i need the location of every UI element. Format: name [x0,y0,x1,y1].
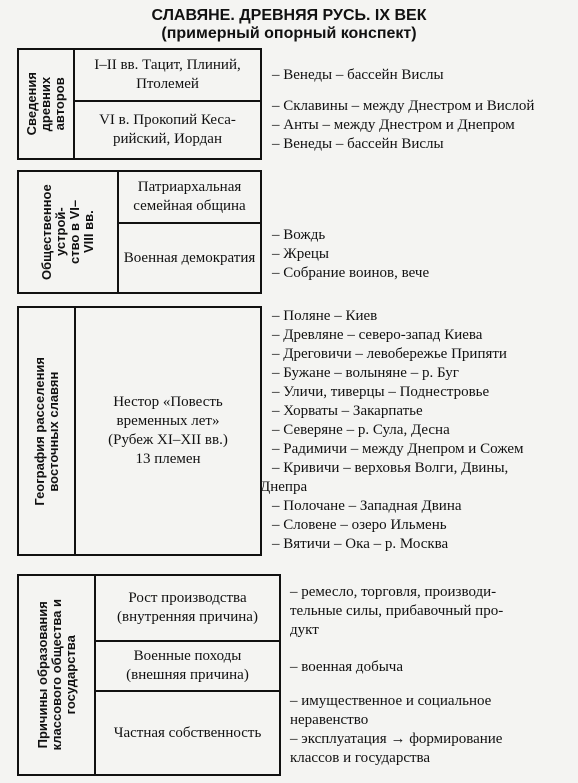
list-item: тельные силы, прибавочный про- [290,603,504,619]
list-item: – Хорваты – Закарпатье [272,403,423,419]
list-item: – Анты – между Днестром и Днепром [272,117,515,133]
list-item: – Венеды – бассейн Вислы [272,67,444,83]
list-item: – Склавины – между Днестром и Вислой [272,98,535,114]
causes-source-1: Рост производства (внутренняя причина) [117,590,258,625]
list-item: – Вятичи – Ока – р. Москва [272,536,449,552]
list-item: – Кривичи – верховья Волги, Двины, [272,460,509,476]
list-item: – Словене – озеро Ильмень [272,517,447,533]
society-source-1: Патриархальная семейная община [133,179,246,214]
list-item: классов и государства [290,750,431,766]
society-box [17,170,262,294]
list-item: – Поляне – Киев [272,308,378,324]
society-label-cell [19,172,119,292]
causes-label: Причины образования классового общества и государства [34,599,78,751]
list-item: Днепра [260,479,308,495]
list-item: – Жрецы [272,246,329,262]
causes-label-cell [19,576,96,774]
list-item: неравенство [290,712,369,728]
causes-box [17,574,281,776]
authors-box [17,48,262,160]
list-item: – Бужане – волыняне – р. Буг [272,365,459,381]
society-items [272,226,429,283]
list-item: – Радимичи – между Днепром и Сожем [272,441,524,457]
list-item: – Вождь [272,227,326,243]
authors-items-1 [272,66,444,85]
list-item: – эксплуатация → формирование [290,731,503,747]
causes-source-2: Военные походы (внешняя причина) [126,648,249,683]
authors-source-1: I–II вв. Тацит, Плиний, Птолемей [94,57,241,92]
authors-items-2 [272,97,534,154]
list-item: – Полочане – Западная Двина [272,498,462,514]
causes-items-3 [290,692,502,768]
society-label: Общественное устрой- ство в VI– VIII вв. [39,184,96,280]
list-item: – Дреговичи – левобережье Припяти [272,346,507,362]
list-item: – Уличи, тиверцы – Поднестровье [272,384,490,400]
list-item: – военная добыча [290,659,403,675]
list-item: – Северяне – р. Сула, Десна [272,422,450,438]
authors-label-cell [19,50,75,158]
list-item: – имущественное и социальное [290,693,492,709]
society-source-2: Военная демократия [123,249,256,266]
causes-items-1 [290,583,503,640]
geography-label-cell [19,308,76,554]
list-item: – Собрание воинов, вече [272,265,430,281]
causes-source-3: Частная собственность [113,724,262,741]
authors-label: Сведения древних авторов [24,72,67,136]
list-item: – Венеды – бассейн Вислы [272,136,444,152]
geography-label: География расселения восточных славян [31,356,61,506]
list-item: дукт [290,622,319,638]
authors-source-2: VI в. Прокопий Кеса- рийский, Иордан [99,112,236,147]
list-item: – ремесло, торговля, производи- [290,584,497,600]
page-subtitle: (примерный опорный конспект) [161,25,417,42]
page-title: СЛАВЯНЕ. ДРЕВНЯЯ РУСЬ. IX ВЕК [151,7,427,24]
causes-items-2 [290,658,403,677]
geography-box [17,306,262,556]
list-item: – Древляне – северо-запад Киева [272,327,483,343]
geography-items [260,307,524,554]
geography-source: Нестор «Повесть временных лет» (Рубеж XI–XII вв.) 13 племен [108,394,228,467]
